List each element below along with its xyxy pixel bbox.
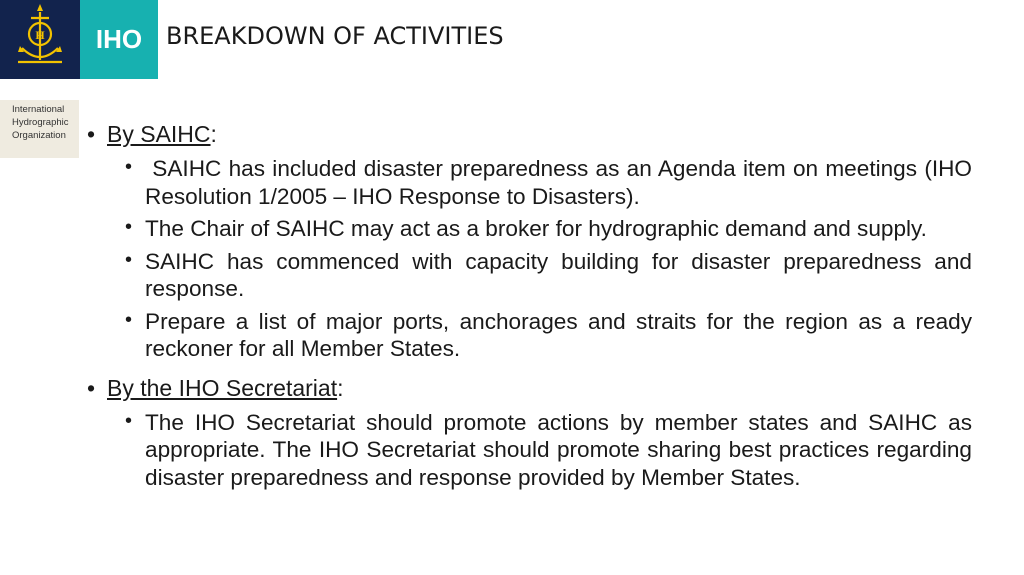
list-item-text: Prepare a list of major ports, anchorages and straits for the region as a ready reckoner for all Member States. <box>145 308 972 361</box>
list-item <box>125 155 979 210</box>
bullet-dot: • <box>87 374 96 401</box>
list-item <box>125 215 972 243</box>
section-heading-saihc <box>87 120 972 148</box>
list-item-text: SAIHC has included disaster preparedness as an Agenda item on meetings (IHO Resolution 1/2005 – IHO Response to Disasters). <box>145 156 979 209</box>
bullet-dot: • <box>125 409 133 432</box>
list-item-text: The IHO Secretariat should promote actions by member states and SAIHC as appropriate. The IHO Secretariat should promote sharing best practices regarding disaster preparedness and response provided by Member States. <box>145 409 972 490</box>
slide-title: BREAKDOWN OF ACTIVITIES <box>166 22 504 50</box>
iho-emblem <box>0 0 80 79</box>
iho-logo-text: IHO <box>80 0 158 79</box>
org-name-line: Organization <box>12 130 66 141</box>
bullet-dot: • <box>125 248 133 271</box>
org-name-line: International <box>12 104 65 115</box>
section-heading-suffix: : <box>337 374 344 401</box>
org-name-line: Hydrographic <box>12 117 69 128</box>
section-heading-suffix: : <box>210 121 217 147</box>
list-item <box>125 248 972 303</box>
list-item-text: The Chair of SAIHC may act as a broker for hydrographic demand and supply. <box>145 216 927 241</box>
list-item <box>125 308 972 363</box>
anchor-emblem-icon <box>0 0 80 79</box>
list-item <box>125 409 972 492</box>
svg-text:H: H <box>35 28 45 42</box>
organization-name <box>0 100 79 158</box>
section-heading-text: By SAIHC <box>107 121 211 147</box>
bullet-dot: • <box>125 216 133 238</box>
slide-body <box>87 120 979 496</box>
bullet-dot: • <box>125 156 133 178</box>
bullet-dot: • <box>125 308 133 331</box>
list-item-text: SAIHC has commenced with capacity building for disaster preparedness and response. <box>145 248 972 301</box>
bullet-dot: • <box>87 121 96 147</box>
section-heading-text: By the IHO Secretariat <box>107 374 338 401</box>
section-heading-secretariat <box>87 374 972 402</box>
